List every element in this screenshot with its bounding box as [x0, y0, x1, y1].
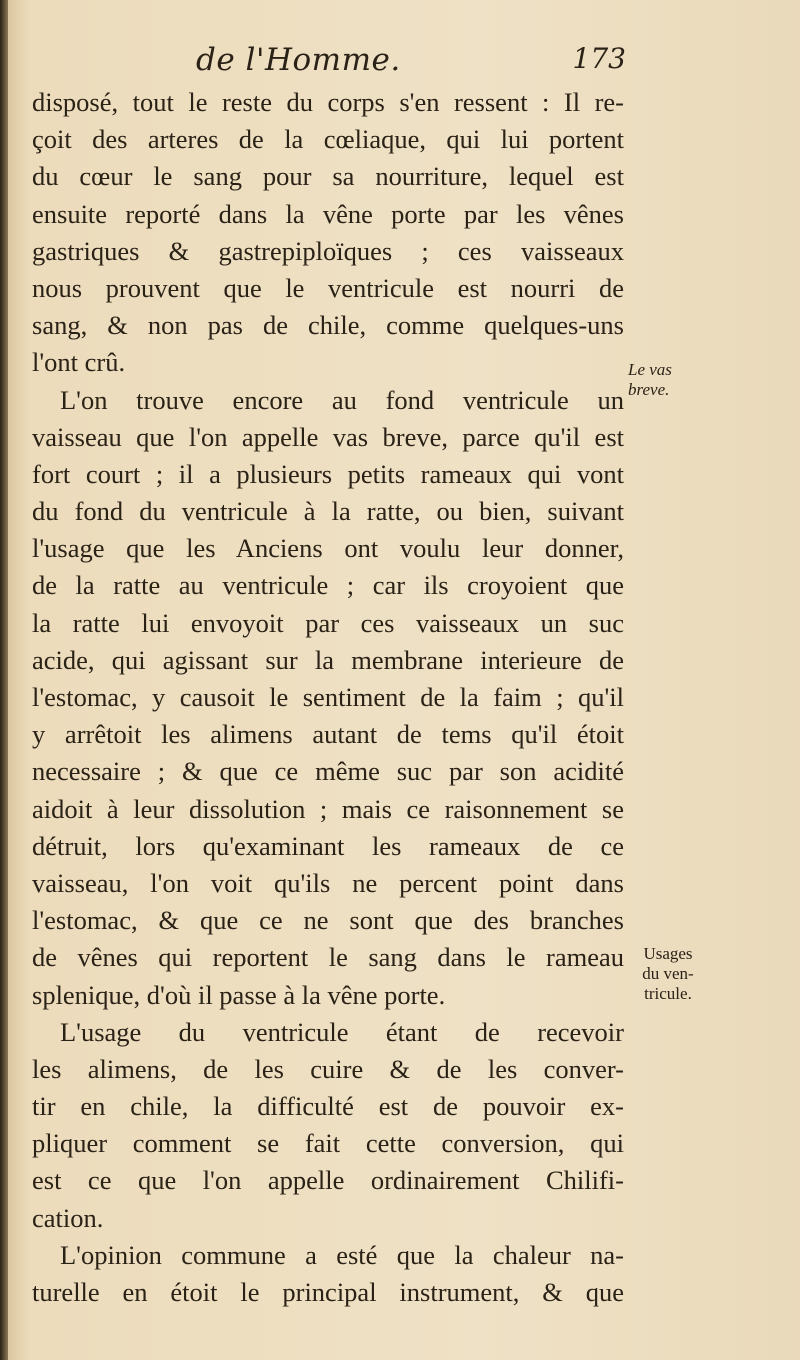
- margin-note-line: Le vas: [628, 360, 672, 379]
- text-line: sang, & non pas de chile, comme quelques-uns: [32, 310, 624, 341]
- margin-note-line: tricule.: [644, 984, 692, 1003]
- text-line: vaisseau que l'on appelle vas breve, parce qu'il est: [32, 421, 624, 452]
- text-line: acide, qui agissant sur la membrane interieure de: [32, 644, 624, 675]
- text-line: du cœur le sang pour sa nourriture, lequel est: [32, 161, 624, 192]
- text-line: ensuite reporté dans la vêne porte par les vênes: [32, 198, 624, 229]
- page-number: 173: [572, 42, 626, 75]
- text-line: aidoit à leur dissolution ; mais ce raisonnement se: [32, 793, 624, 824]
- margin-note-line: Usages: [643, 944, 693, 963]
- paragraph-start-line: L'usage du ventricule étant de recevoir: [60, 1016, 624, 1047]
- text-line: çoit des arteres de la cœliaque, qui lui portent: [32, 124, 624, 155]
- running-title: de l'Homme.: [196, 42, 401, 78]
- text-line: tir en chile, la difficulté est de pouvoir ex-: [32, 1091, 624, 1122]
- text-line: est ce que l'on appelle ordinairement Chilifi-: [32, 1165, 624, 1196]
- text-line: y arrêtoit les alimens autant de tems qu'il étoit: [32, 719, 624, 750]
- text-line: necessaire ; & que ce même suc par son acidité: [32, 756, 624, 787]
- text-line: fort court ; il a plusieurs petits rameaux qui vont: [32, 458, 624, 489]
- text-line: détruit, lors qu'examinant les rameaux de ce: [32, 830, 624, 861]
- text-line: cation.: [32, 1202, 104, 1233]
- text-line: la ratte lui envoyoit par ces vaisseaux un suc: [32, 607, 624, 638]
- text-line: de la ratte au ventricule ; car ils croyoient que: [32, 570, 624, 601]
- text-line: de vênes qui reportent le sang dans le rameau: [32, 942, 624, 973]
- text-line: vaisseau, l'on voit qu'ils ne percent point dans: [32, 867, 624, 898]
- text-line: disposé, tout le reste du corps s'en ressent : Il re-: [32, 87, 624, 117]
- margin-note-usages: [628, 944, 708, 1004]
- text-line: les alimens, de les cuire & de les conver-: [32, 1053, 624, 1084]
- paragraph-start-line: L'opinion commune a esté que la chaleur na-: [60, 1239, 624, 1270]
- margin-note-vas-breve: [628, 360, 748, 400]
- book-gutter: [0, 0, 8, 1360]
- text-line: l'usage que les Anciens ont voulu leur donner,: [32, 533, 624, 564]
- paragraph-start-line: L'on trouve encore au fond ventricule un: [60, 384, 624, 415]
- text-line: l'estomac, & que ce ne sont que des branches: [32, 905, 624, 936]
- text-line: du fond du ventricule à la ratte, ou bien, suivant: [32, 496, 624, 527]
- margin-note-line: breve.: [628, 380, 670, 399]
- text-line: splenique, d'où il passe à la vêne porte.: [32, 979, 446, 1010]
- margin-note-line: du ven-: [642, 964, 694, 983]
- text-line: turelle en étoit le principal instrument, & que: [32, 1277, 624, 1307]
- text-line: gastriques & gastrepiploïques ; ces vaisseaux: [32, 235, 624, 266]
- text-line: pliquer comment se fait cette conversion, qui: [32, 1128, 624, 1159]
- page-header: [196, 42, 626, 86]
- text-line: l'ont crû.: [32, 347, 126, 378]
- text-line: nous prouvent que le ventricule est nourri de: [32, 272, 624, 303]
- text-line: l'estomac, y causoit le sentiment de la faim ; qu'il: [32, 682, 624, 712]
- body-text: [32, 84, 624, 1311]
